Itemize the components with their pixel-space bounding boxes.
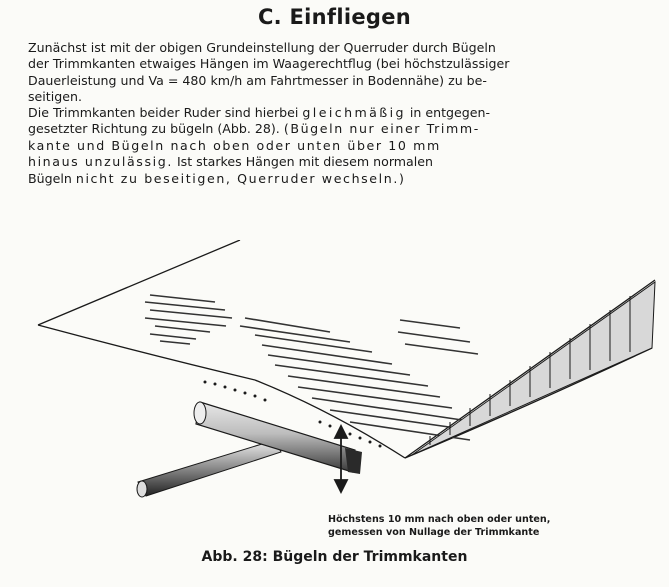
emphasis-spaced: hinaus unzulässig. (28, 154, 173, 170)
note-line: Höchstens 10 mm nach oben oder unten, (328, 514, 551, 525)
emphasis-spaced: kante und Bügeln nach oben oder unten über 10 mm (28, 137, 441, 153)
bar-end (194, 402, 206, 424)
shaded-wedge (412, 282, 655, 455)
emphasis-spaced: nicht zu beseitigen, Querruder wechseln.) (75, 170, 406, 186)
paragraph-2-line (28, 121, 643, 137)
text-run: Die Trimmkanten beider Ruder sind hierbei (28, 105, 299, 120)
deflection-note (328, 513, 550, 539)
emphasis-spaced: gleichmäßig (302, 105, 406, 120)
paragraph-1-line: Zunächst ist mit der obigen Grundeinstellung der Querruder durch Bügeln (28, 40, 496, 55)
handle-end (137, 481, 147, 497)
paragraph-2 (28, 105, 643, 187)
text-run: Bügeln (28, 170, 72, 186)
figure-caption: Abb. 28: Bügeln der Trimmkanten (201, 549, 468, 565)
paragraph-1 (28, 40, 643, 106)
trim-tab-illustration (0, 240, 669, 510)
section-heading: C. Einfliegen (257, 5, 412, 29)
text-run: gesetzter Richtung zu bügeln (Abb. 28). (28, 121, 280, 137)
tool-handle (138, 440, 281, 496)
paragraph-2-line (28, 171, 643, 187)
text-run: in entgegen- (409, 105, 491, 120)
paragraph-2-line (28, 138, 643, 154)
bending-tool (137, 402, 362, 497)
emphasis-spaced: (Bügeln nur einer Trimm- (283, 121, 480, 137)
note-line: gemessen von Nullage der Trimmkante (328, 527, 540, 538)
paragraph-2-line (28, 154, 643, 170)
paragraph-1-line: seitigen. (28, 89, 82, 105)
paragraph-1-line: der Trimmkanten etwaiges Hängen im Waagerechtflug (bei höchstzulässiger (28, 56, 510, 72)
text-run: Ist starkes Hängen mit diesem normalen (176, 154, 433, 170)
paragraph-2-line (28, 105, 643, 121)
paragraph-1-line: Dauerleistung und Va = 480 km/h am Fahrtmesser in Bodennähe) zu be- (28, 72, 487, 88)
